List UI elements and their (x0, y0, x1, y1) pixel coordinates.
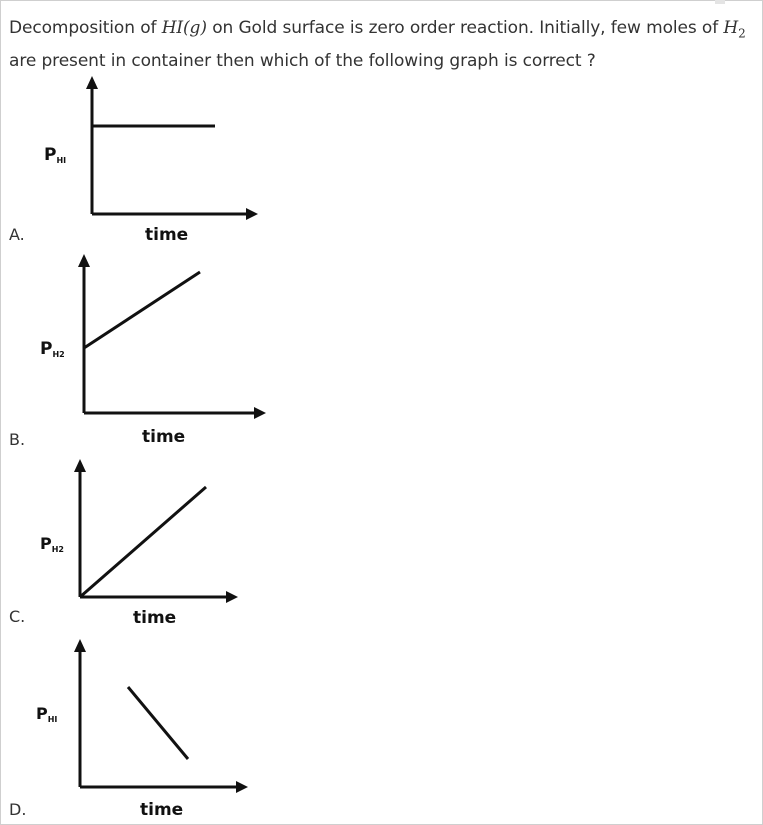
y-arrowhead (74, 639, 86, 652)
option-d-label[interactable]: D. (9, 800, 27, 819)
y-axis-label: PHI (44, 145, 67, 165)
option-c-graph[interactable] (30, 455, 270, 635)
x-axis-label: time (142, 427, 186, 447)
x-arrowhead (246, 208, 258, 220)
option-a-graph[interactable] (30, 72, 270, 252)
y-axis-label: PH2 (40, 534, 64, 554)
option-d-graph[interactable] (30, 635, 270, 823)
x-arrowhead (236, 781, 248, 793)
pressure-line (128, 687, 188, 759)
x-arrowhead (226, 591, 238, 603)
h2-formula (723, 18, 746, 41)
option-b-label[interactable]: B. (9, 430, 26, 449)
option-a-label[interactable]: A. (9, 225, 25, 244)
x-axis-label: time (133, 608, 177, 628)
hi-formula: HI(g) (161, 18, 207, 38)
x-arrowhead (254, 407, 266, 419)
h2-subscript: 2 (738, 26, 746, 41)
x-axis-label: time (140, 800, 184, 820)
y-axis-label: PHI (36, 704, 58, 724)
pressure-line (84, 272, 200, 348)
y-arrowhead (74, 459, 86, 472)
y-axis-label: PH2 (40, 339, 65, 359)
option-b-graph[interactable] (30, 250, 270, 450)
question-text (9, 14, 759, 75)
y-arrowhead (78, 254, 90, 267)
option-c-label[interactable]: C. (9, 607, 26, 626)
question-part-3: are present in container then which of the following graph is correct ? (9, 51, 596, 72)
pressure-line (80, 487, 206, 597)
corner-mark (715, 0, 725, 4)
h2-base: H (723, 18, 739, 38)
y-arrowhead (86, 76, 98, 89)
question-part-2: on Gold surface is zero order reaction. Initially, few moles of (206, 18, 724, 38)
question-part-1: Decomposition of (9, 18, 162, 38)
x-axis-label: time (145, 225, 189, 245)
